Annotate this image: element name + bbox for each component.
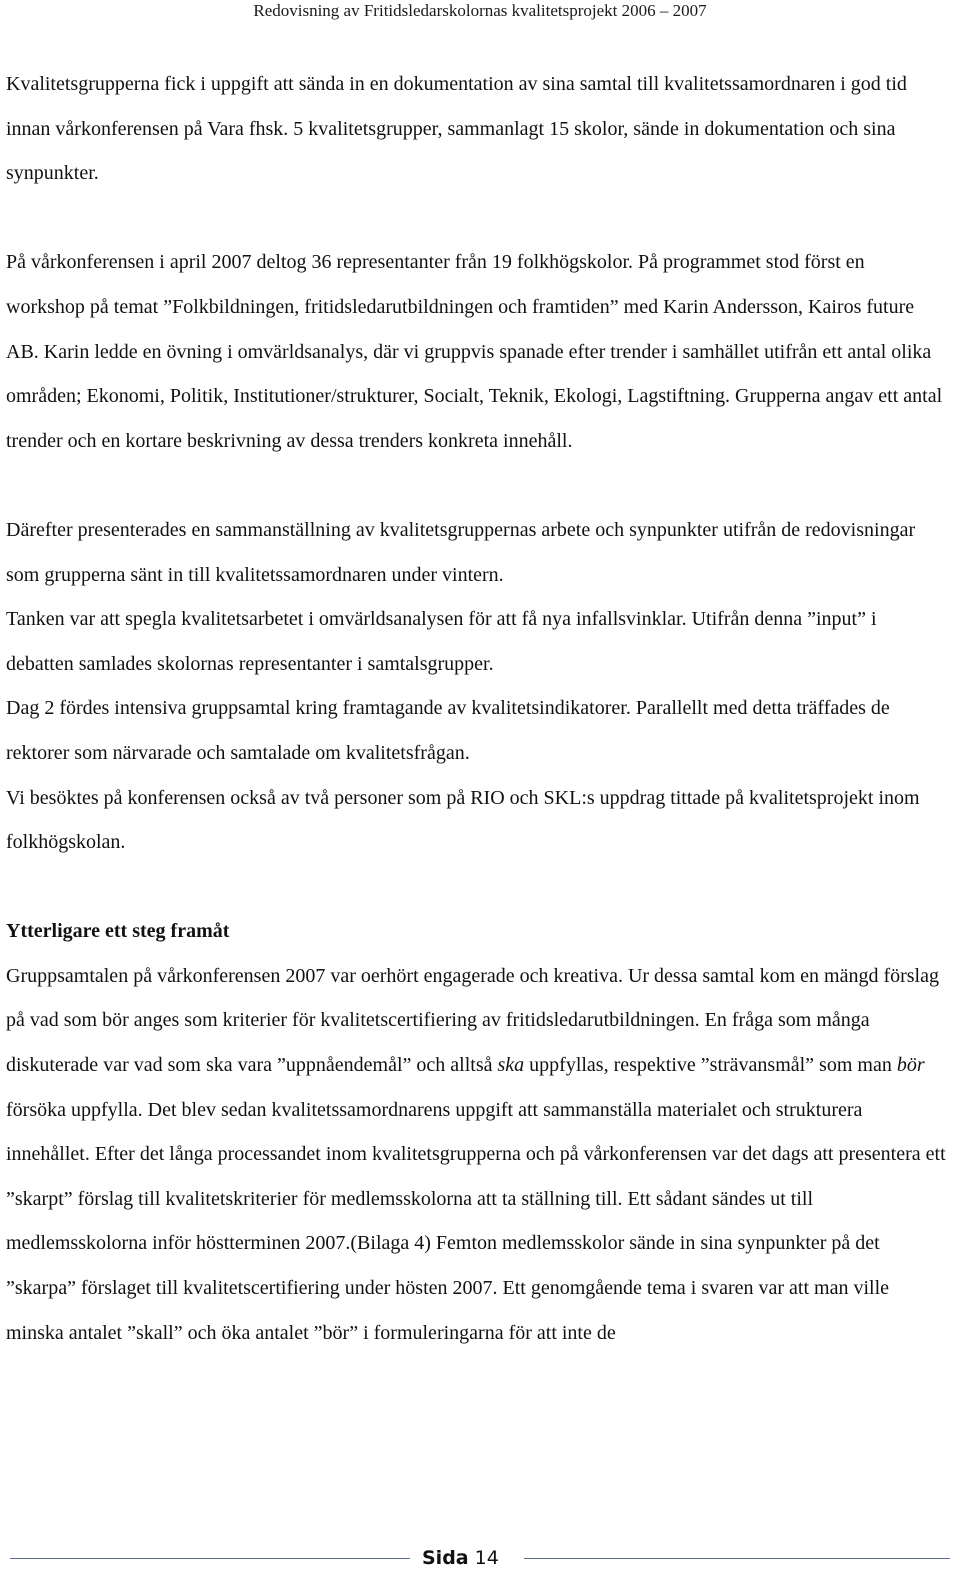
paragraph-next-step-part-c: försöka uppfylla. Det blev sedan kvalitetssamordnarens uppgift att sammanställa materialet och strukturera innehållet. Efter det långa processandet inom kvalitetsgrupperna och på vårkonferensen var det dags att presentera ett ”skarpt” förslag till kvalitetskriterier för medlemsskolorna att ta ställning till. Ett sådant sändes ut till medlemsskolorna inför höstterminen 2007.(Bilaga 4) Femton medlemsskolor sände in sina synpunkter på det ”skarpa” förslaget till kvalitetscertifiering under hösten 2007. Ett genomgående tema i svaren var att man ville minska antalet ”skall” och öka antalet ”bör” i formuleringarna för att inte de — [6, 1098, 946, 1344]
paragraph-spacer — [6, 865, 946, 910]
paragraph-spacer — [6, 196, 946, 241]
emphasis-ska: ska — [497, 1054, 525, 1077]
document-body — [6, 62, 946, 1355]
paragraph-next-step — [6, 954, 946, 1355]
page-number-label — [422, 1544, 499, 1572]
paragraph-next-step-part-a: Gruppsamtalen på vårkonferensen 2007 var oerhört engagerade och kreativa. Ur dessa samtal kom en mängd förslag på vad som bör anges som kriterier för kvalitetscertifiering av fritidsledarutbildningen. En fråga som många diskuterade var vad som ska vara ”uppnåendemål” och alltså — [6, 964, 939, 1077]
paragraph-compilation: Därefter presenterades en sammanställning av kvalitetsgruppernas arbete och synpunkter utifrån de redovisningar som grupperna sänt in till kvalitetssamordnaren under vintern. — [6, 518, 916, 586]
paragraph-day-two: Dag 2 fördes intensiva gruppsamtal kring framtagande av kvalitetsindikatorer. Parallellt med detta träffades de rektorer som närvarade och samtalade om kvalitetsfrågan. — [6, 697, 890, 764]
paragraph-mirror: Tanken var att spegla kvalitetsarbetet i omvärldsanalysen för att få nya infallsvinklar. Utifrån denna ”input” i debatten samlades skolornas representanter i samtalsgrupper. — [6, 608, 877, 675]
emphasis-bor: bör — [896, 1054, 925, 1077]
paragraph-visitors: Vi besöktes på konferensen också av två personer som på RIO och SKL:s uppdrag tittade på kvalitetsprojekt inom folkhögskolan. — [6, 786, 920, 854]
footer-rule-left — [10, 1558, 410, 1559]
paragraph-spacer — [6, 463, 946, 508]
page-number: 14 — [474, 1547, 499, 1569]
page-word: Sida — [422, 1547, 469, 1569]
section-heading: Ytterligare ett steg framåt — [6, 920, 230, 943]
running-header: Redovisning av Fritidsledarskolornas kvalitetsprojekt 2006 – 2007 — [253, 1, 707, 20]
page-footer — [0, 1544, 960, 1574]
paragraph-quality-groups: Kvalitetsgrupperna fick i uppgift att sända in en dokumentation av sina samtal till kvalitetssamordnaren i god tid innan vårkonferensen på Vara fhsk. 5 kvalitetsgrupper, sammanlagt 15 skolor, sände in dokumentation och sina synpunkter. — [6, 73, 907, 185]
footer-rule-right — [524, 1558, 950, 1559]
paragraph-next-step-part-b: uppfyllas, respektive ”strävansmål” som man — [524, 1054, 897, 1077]
paragraph-spring-conference: På vårkonferensen i april 2007 deltog 36 representanter från 19 folkhögskolor. På programmet stod först en workshop på temat ”Folkbildningen, fritidsledarutbildningen och framtiden” med Karin Andersson, Kairos future AB. Karin ledde en övning i omvärldsanalys, där vi gruppvis spanade efter trender i samhället utifrån ett antal olika områden; Ekonomi, Politik, Institutioner/strukturer, Socialt, Teknik, Ekologi, Lagstiftning. Grupperna angav ett antal trender och en kortare beskrivning av dessa trenders konkreta innehåll. — [6, 251, 943, 452]
